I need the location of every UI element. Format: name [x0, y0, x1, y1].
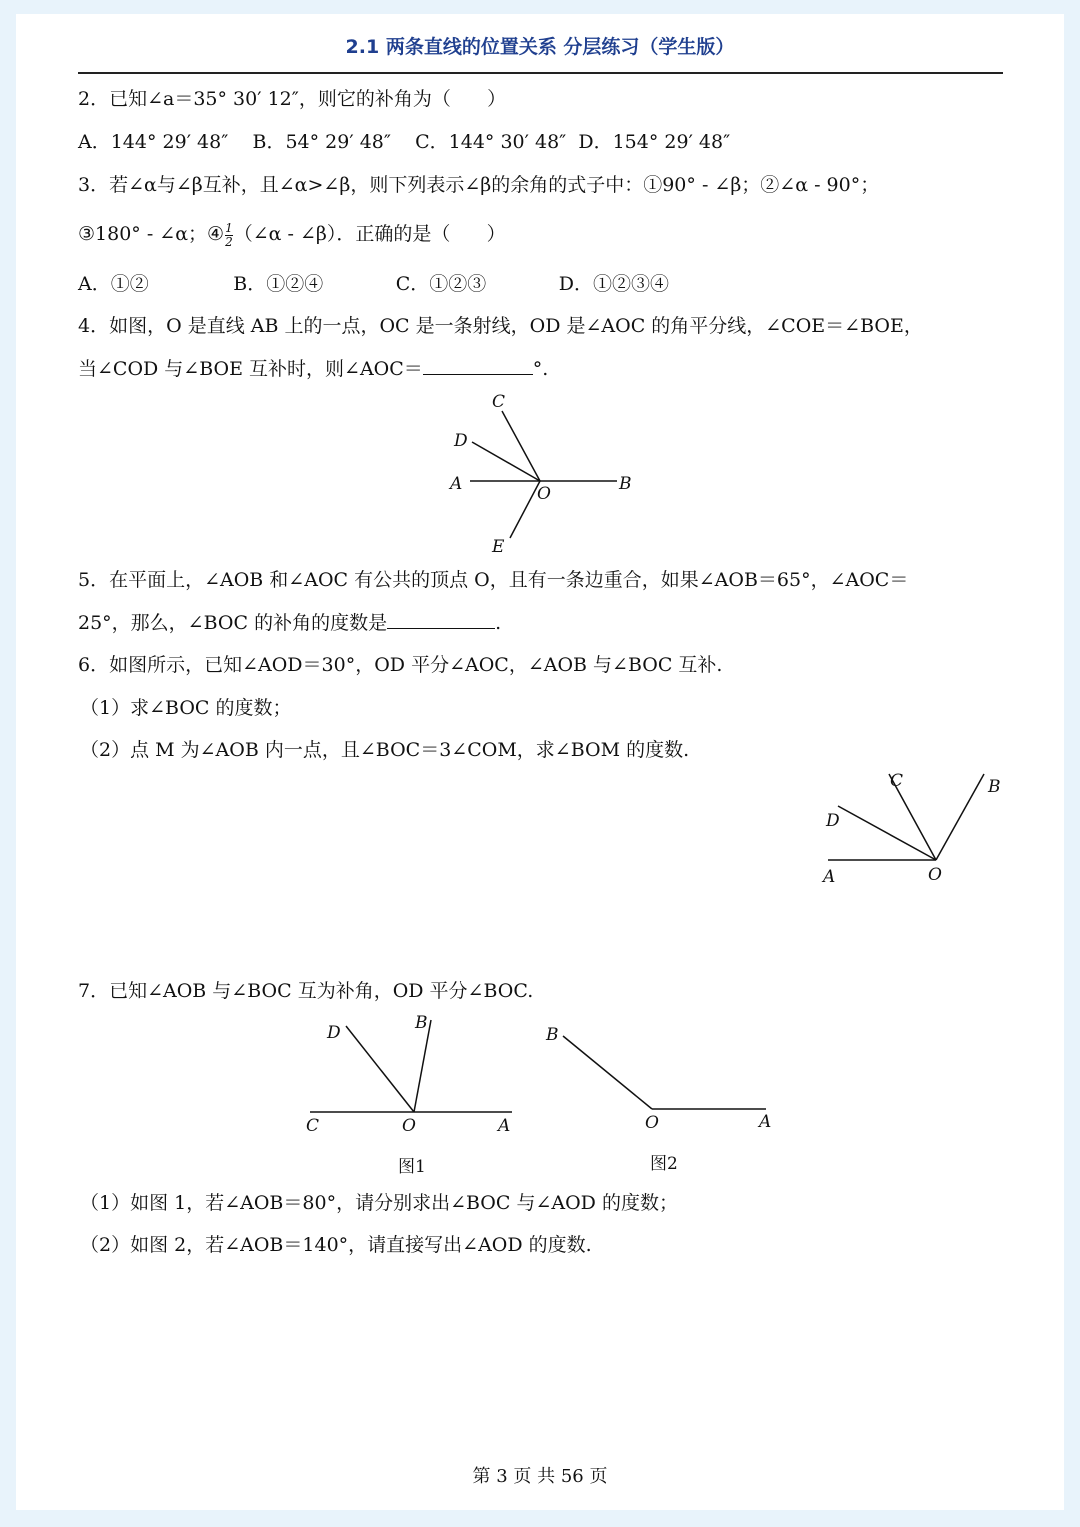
q7-stem: 7．已知∠AOB 与∠BOC 互为补角，OD 平分∠BOC. — [78, 980, 534, 1002]
q7-fig1-label-O: O — [402, 1116, 416, 1136]
q4-label-O: O — [537, 484, 551, 504]
q7-fig1-caption: 图1 — [398, 1157, 426, 1177]
q6-part1: （1）求∠BOC 的度数； — [80, 697, 292, 719]
q7-fig1-label-A: A — [498, 1116, 511, 1136]
q3-stem-line1: 3．若∠α与∠β互补，且∠α>∠β，则下列表示∠β的余角的式子中：①90° - ∠β；②∠α - 90°； — [78, 174, 880, 196]
q2-stem: 2．已知∠a＝35° 30′ 12″，则它的补角为（ ） — [78, 88, 507, 110]
q7-fig2-label-B: B — [546, 1025, 559, 1045]
q7-fig1-label-B: B — [415, 1013, 428, 1033]
q7-part1: （1）如图 1，若∠AOB＝80°，请分别求出∠BOC 与∠AOD 的度数； — [80, 1192, 678, 1214]
q4-stem-part-a: 当∠COD 与∠BOE 互补时，则∠AOC＝ — [78, 358, 423, 380]
q4-label-D: D — [454, 431, 468, 451]
q7-fig1-label-D: D — [327, 1023, 341, 1043]
q7-fig1-ray-OB — [414, 1020, 431, 1112]
q7-fig1-ray-OD — [346, 1026, 414, 1112]
q4-label-C: C — [492, 392, 506, 412]
page-footer: 第 3 页 共 56 页 — [472, 1466, 608, 1487]
q6-label-A: A — [823, 867, 836, 887]
q7-fig1-label-C: C — [306, 1116, 320, 1136]
q3-stem-part-b: （∠α - ∠β）．正确的是（ ） — [233, 223, 506, 245]
q4-label-A: A — [450, 474, 463, 494]
q4-label-B: B — [619, 474, 632, 494]
q6-part2: （2）点 M 为∠AOB 内一点，且∠BOC＝3∠COM，求∠BOM 的度数. — [80, 739, 690, 761]
q2-options: A．144° 29′ 48″ B．54° 29′ 48″ C．144° 30′ 48″ D．154° 29′ 48″ — [78, 131, 731, 153]
q7-fig2-caption: 图2 — [650, 1154, 678, 1174]
q5-stem-part-a: 25°，那么，∠BOC 的补角的度数是 — [78, 612, 388, 634]
q4-stem-line1: 4．如图，O 是直线 AB 上的一点，OC 是一条射线，OD 是∠AOC 的角平分线，∠COE＝∠BOE， — [78, 315, 923, 337]
q6-label-B: B — [988, 777, 1001, 797]
q7-fig2-label-A: A — [759, 1112, 772, 1132]
q6-label-O: O — [928, 865, 942, 885]
page-title: 2.1 两条直线的位置关系 分层练习（学生版） — [345, 36, 735, 58]
q6-label-D: D — [826, 811, 840, 831]
q7-part2: （2）如图 2，若∠AOB＝140°，请直接写出∠AOD 的度数. — [80, 1234, 592, 1256]
q7-fig2-label-O: O — [645, 1113, 659, 1133]
q4-stem-part-b: °. — [532, 358, 549, 380]
q6-stem: 6．如图所示，已知∠AOD＝30°，OD 平分∠AOC，∠AOB 与∠BOC 互补. — [78, 654, 723, 676]
q5-stem-part-b: . — [495, 612, 502, 634]
q3-fraction-numerator: 1 — [225, 220, 233, 235]
q3-fraction-denominator: 2 — [225, 234, 233, 249]
q3-stem-part-a: ③180° - ∠α；④ — [78, 223, 225, 245]
q3-options: A．①② B．①②④ C．①②③ D．①②③④ — [78, 273, 669, 295]
q5-stem-line1: 5．在平面上，∠AOB 和∠AOC 有公共的顶点 O，且有一条边重合，如果∠AOB＝65°，∠AOC＝ — [78, 569, 909, 591]
q4-label-E: E — [492, 537, 505, 557]
q7-fig2-ray-OB — [563, 1036, 652, 1109]
q6-label-C: C — [890, 771, 904, 791]
